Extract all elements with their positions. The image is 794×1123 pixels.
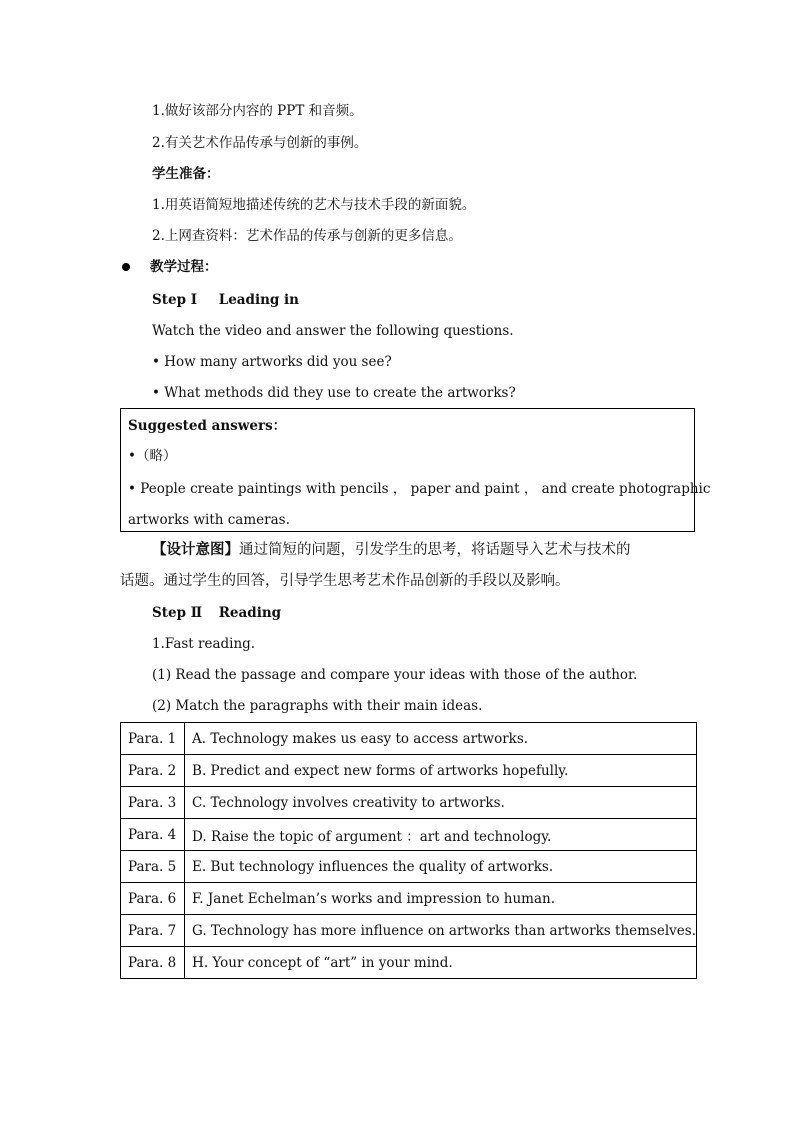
table-row (121, 787, 697, 819)
para-cell: Para. 1 (121, 723, 185, 755)
para-cell: Para. 7 (121, 915, 185, 947)
table-row (121, 883, 697, 915)
step2-number: Step Ⅱ (152, 605, 203, 621)
design-intent-line-1 (152, 540, 631, 560)
student-prep-item-2: 2.上网查资料：艺术作品的传承与创新的更多信息。 (152, 228, 462, 244)
step2-title: Reading (218, 605, 282, 621)
teacher-prep-item-2: 2.有关艺术作品传承与创新的事例。 (152, 135, 368, 151)
step1-heading (152, 290, 299, 310)
table-row (121, 755, 697, 787)
paragraph-match-table (120, 722, 697, 979)
table-row (121, 851, 697, 883)
idea-cell: G. Technology has more influence on artworks than artworks themselves. (185, 915, 697, 947)
answer-2-line-1: • People create paintings with pencils ， paper and paint ， and create photographic (128, 481, 711, 497)
fast-reading-task-2: (2) Match the paragraphs with their main ideas. (152, 698, 483, 714)
bullet-dot-icon (122, 263, 130, 271)
idea-cell: F. Janet Echelman’s works and impression to human. (185, 883, 697, 915)
step1-title: Leading in (218, 292, 299, 308)
suggested-answers-box (120, 408, 711, 532)
para-cell: Para. 2 (121, 755, 185, 787)
step1-number: Step Ⅰ (152, 292, 198, 308)
para-cell: Para. 8 (121, 947, 185, 979)
process-heading: 教学过程： (150, 259, 218, 275)
table-row (121, 723, 697, 755)
idea-cell: C. Technology involves creativity to artworks. (185, 787, 697, 819)
idea-cell: B. Predict and expect new forms of artworks hopefully. (185, 755, 697, 787)
student-prep-heading: 学生准备： (152, 166, 220, 182)
step1-instruction: Watch the video and answer the following questions. (152, 323, 514, 339)
table-row (121, 819, 697, 851)
design-intent-label: 【设计意图】 (152, 541, 239, 558)
table-row (121, 915, 697, 947)
para-cell: Para. 4 (121, 819, 185, 851)
para-cell: Para. 6 (121, 883, 185, 915)
idea-cell: D. Raise the topic of argument ：art and technology. (185, 819, 697, 851)
idea-cell: H. Your concept of “art” in your mind. (185, 947, 697, 979)
design-intent-text-1: 通过简短的问题，引发学生的思考，将话题导入艺术与技术的 (239, 542, 631, 558)
answers-heading: Suggested answers： (128, 418, 287, 434)
teacher-prep-item-1: 1.做好该部分内容的 PPT 和音频。 (152, 103, 363, 119)
fast-reading-label: 1.Fast reading. (152, 636, 256, 652)
student-prep-item-1: 1.用英语简短地描述传统的艺术与技术手段的新面貌。 (152, 197, 476, 213)
idea-cell: A. Technology makes us easy to access artworks. (185, 723, 697, 755)
step1-question-2: • What methods did they use to create the artworks? (152, 385, 516, 401)
step2-heading (152, 603, 281, 623)
idea-cell: E. But technology influences the quality of artworks. (185, 851, 697, 883)
answer-2-line-2: artworks with cameras. (128, 512, 290, 528)
para-cell: Para. 3 (121, 787, 185, 819)
step1-question-1: • How many artworks did you see? (152, 354, 392, 370)
table-row (121, 947, 697, 979)
design-intent-line-2: 话题。通过学生的回答，引导学生思考艺术作品创新的手段以及影响。 (120, 573, 570, 589)
para-cell: Para. 5 (121, 851, 185, 883)
fast-reading-task-1: (1) Read the passage and compare your ideas with those of the author. (152, 667, 638, 683)
answer-1: •（略） (128, 448, 177, 464)
